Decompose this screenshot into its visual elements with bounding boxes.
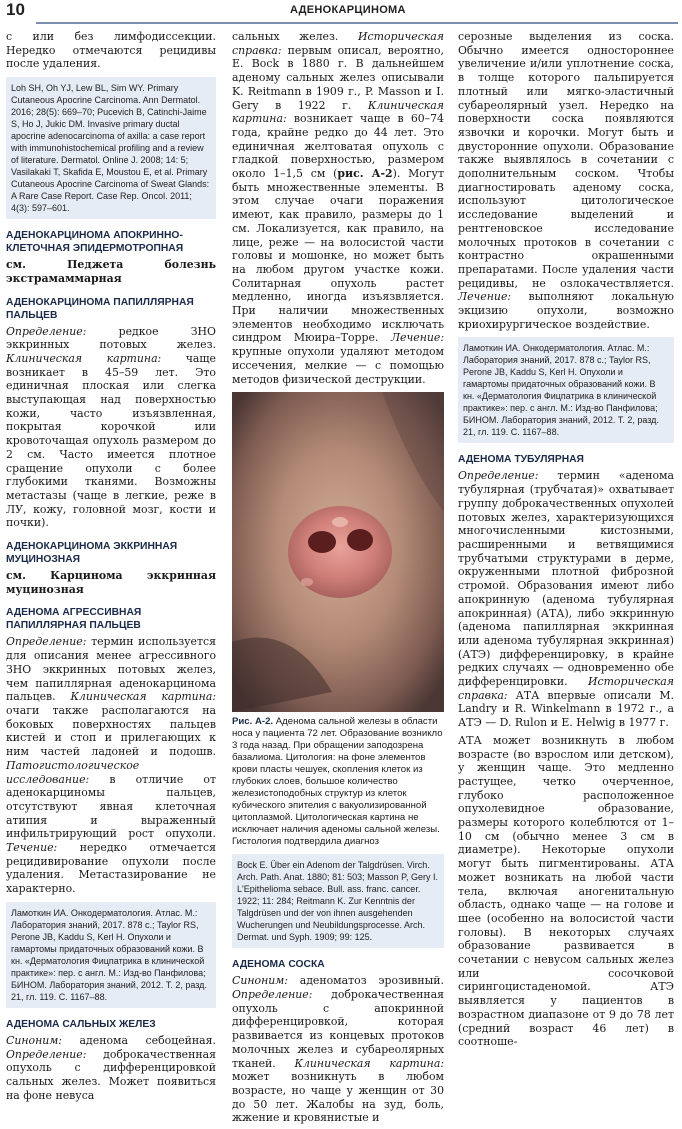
- text: в отличие от аденокарциномы пальцев, отсутствуют явная клеточная атипия и выраженный инфильтрирующий рост опухоли.: [6, 772, 216, 841]
- heading-sebaceous: АДЕНОМА САЛЬНЫХ ЖЕЛЕЗ: [6, 1018, 156, 1030]
- heading-papillary-fingers: АДЕНОКАРЦИНОМА ПАПИЛЛЯРНАЯ ПАЛЬЦЕВ: [6, 296, 194, 321]
- page-number: 10: [6, 0, 25, 19]
- intro-paragraph: с или без лимфодиссекции. Нередко отмечаются рецидивы после удаления.: [6, 30, 216, 71]
- text: сальных желез.: [232, 30, 339, 43]
- text: доброкачественная опухоль с дифференцировкой сальных желез. Может появиться на фоне невуса: [6, 1047, 216, 1102]
- sebaceous-continued: [232, 30, 444, 386]
- text: ). Могут быть множественные элементы. В этом случае очаги поражения имеют, как правило, размеры до 1 см. Локализуется, как правило, на лице, реже — на волосистой части головы и мошонке, но может быть на любом другом участке кожи. Солитарная опухоль растет медленно, иногда изъязвляется. При наличии множественных элементов необходимо исключать синдром Мюира–Торре.: [232, 167, 444, 345]
- label: Клиническая картина:: [232, 98, 445, 126]
- tubular-text: АТА может возникнуть в любом возрасте (во взрослом или детском), у женщин чаще. Это медленно растущее, четко очерченное, глубоко расположенное опухолевидное образование, размеры которого колеблются от 1–10 см (обычно менее 3 см в диаметре). Некоторые опухоли могут быть пигментированы. АТА может возникать на любой части тела, включая аногенитальную область, однако чаще — на голове и шее (особенно на волосистой части головы). В некоторых случаях образование развивается в сочетании с невусом сальных желез или сосочковой сирингоцистаденомой. АТЭ выявляется у пациентов в возрастном диапазоне от 9 до 78 лет (средний возраст 46 лет) в соотноше-: [458, 733, 674, 1049]
- text: очаги также располагаются на боковых поверхностях пальцев кистей и стоп и прилегающих к ним частей ладоней и подошв.: [6, 703, 216, 759]
- column-3: [458, 30, 674, 1053]
- sebaceous-text: [6, 1034, 216, 1103]
- heading-tubular: АДЕНОМА ТУБУЛЯРНАЯ: [458, 454, 584, 466]
- text: возникает чаще в 60–74 года, крайне редко до 44 лет. Это единичная желтоватая опухоль с гладкой поверхностью, размером около 1–1,5 см (: [232, 112, 444, 181]
- heading-nipple: АДЕНОМА СОСКА: [232, 959, 325, 971]
- label: Клиническая картина:: [294, 1056, 445, 1070]
- tubular-definition: [458, 469, 674, 729]
- label: Историческая справка:: [232, 30, 445, 57]
- heading-epidermotropic: АДЕНОКАРЦИНОМА АПОКРИННО-КЛЕТОЧНАЯ ЭПИДЕРМОТРОПНАЯ: [6, 230, 184, 255]
- reference-box-1: Loh SH, Oh YJ, Lew BL, Sim WY. Primary Cutaneous Apocrine Carcinoma. Ann Dermatol. 2016; 28(5): 669–70; Pucevich B, Catinchi-Jaime S, Ho J, Jukic DM. Invasive primary ductal apocrine adenocarcinoma of axilla: a case report with immunohistochemical profiling and a review of literature. Dermatol. Online J. 2008; 14: 5; Vasilakaki T, Skafida E, Moustou E, et al. Primary Cutaneous Apocrine Carcinoma of Sweat Glands: A Rare Case Report. Case Rep. Oncol. 2011; 4(3): 597–601.: [6, 77, 216, 219]
- text: термин «аденома тубулярная (трубчатая)» охватывает группу доброкачественных опухолей потовых желез, характеризующихся многочисленными кистозными, расширенными и ветвящимися трубчатыми структурами в дерме, окруженными плотной фиброзной стромой. Образования имеют либо апокринную (аденома тубулярная апокринная) (АТА), либо эккринную (аденома папиллярная эккринная или аденома тубулярная эккринная) (АТЭ) дифференцировку, в крайне редких случаях — одновременно обе дифференцировки.: [458, 469, 674, 689]
- column-2: [232, 30, 444, 1129]
- label: Синоним:: [232, 974, 288, 988]
- running-head: АДЕНОКАРЦИНОМА: [290, 4, 406, 16]
- nipple-text: [232, 974, 444, 1125]
- label: Определение:: [6, 324, 87, 338]
- label: Историческая справка:: [458, 675, 674, 702]
- label: Клиническая картина:: [6, 351, 162, 365]
- text: первым описал, вероятно, E. Bock в 1880 г. В дальнейшем аденому сальных желез описывали K. Reitmann в 1909 г., P. Masson и I. Gery в 1922 г.: [232, 43, 444, 112]
- heading-aggressive: АДЕНОМА АГРЕССИВНАЯ ПАПИЛЛЯРНАЯ ПАЛЬЦЕВ: [6, 607, 142, 632]
- label: Определение:: [6, 635, 87, 649]
- text: выполняют локальную экцизию опухоли, возможно криохирургическое воздействие.: [458, 290, 674, 331]
- text: аденома себоцейная.: [61, 1033, 216, 1047]
- text: крупные опухоли удаляют методом иссечения, мелкие — с помощью методов физической деструкции.: [232, 345, 444, 386]
- label: Определение:: [232, 987, 313, 1001]
- page-header: [0, 0, 682, 22]
- label: Течение:: [6, 841, 58, 855]
- text: доброкачественная опухоль с апокринной дифференцировкой, которая развивается из концевых протоков молочных желез и субареолярных тканей.: [232, 987, 444, 1070]
- text: чаще возникает в 45–59 лет. Это единичная плоская или слегка выступающая над поверхностью кожи, часто изъязвленная, покрытая корочкой или кровоточащая опухоль размером до 2 см. Часто имеется плотное сращение опухоли с более глубокими тканями. Возможны метастазы (чаще в легкие, реже в ЛУ, кожу, головной мозг, кости и почки).: [6, 351, 216, 530]
- text: редкое ЗНО эккринных потовых желез.: [6, 324, 216, 352]
- caption-text: Аденома сальной железы в области носа у пациента 72 лет. Образование возникло 3 года назад. При обращении заподозрена базалиома. Цитология: на фоне элементов крови пласты чешуек, скопления клеток из глубоких слоев, большое количество железистоподобных структур из клеток кубического эпителия с вакуолизированной цитоплазмой. Цитологическая картина не исключает наличия аденомы сальной железы. Гистология подтвердила диагноз: [232, 716, 443, 848]
- text: аденоматоз эрозивный.: [287, 974, 444, 988]
- reference-box-3: Bock E. Über ein Adenom der Talgdrüsen. Virch. Arch. Path. Anat. 1880; 81: 503; Masson P, Gery I. L'Epithelioma sebace. Bull. ass. franc. cancer. 1922; 11: 284; Reitmann K. Zur Kenntnis der Talgdrüsen und der von ihnen ausgehenden Wucherungen und Neubildungsprocesse. Arch. Dermat. und Syph. 1909; 99: 125.: [232, 854, 444, 948]
- column-1: [6, 30, 216, 1106]
- text: может возникнуть в любом возрасте, но чаще у женщин от 30 до 50 лет. Жалобы на зуд, боль, жжение и кровянистые и: [232, 1070, 444, 1125]
- label: Патогистологическое исследование:: [6, 758, 140, 786]
- figure-caption: [232, 716, 444, 848]
- figure-photo: [232, 392, 444, 712]
- label: Клиническая картина:: [70, 690, 217, 704]
- reference-box-4: Ламоткин ИА. Онкодерматология. Атлас. М.: Лаборатория знаний, 2017. 878 с.; Taylor RS, Perone JB, Kaddu S, Kerl H. Опухоли и гамартомы придаточных образований кожи. В кн. «Дерматология Фицпатрика в клинической практике»: пер. с англ. М.: Изд-во Панфилова; БИНОМ. Лаборатория знаний, 2012. Т. 2, разд. 21, гл. 119. С. 1167–88.: [458, 337, 674, 443]
- header-rule: [36, 22, 678, 24]
- text: АТА впервые описали M. Landry и R. Winkelmann в 1972 г., а АТЭ — D. Rulon и E. Helwig в 1977 г.: [458, 688, 674, 730]
- heading-eccrine-mucinous: АДЕНОКАРЦИНОМА ЭККРИННАЯ МУЦИНОЗНАЯ: [6, 541, 178, 566]
- nipple-continued: [458, 30, 674, 331]
- papillary-fingers-text: [6, 325, 216, 531]
- see-paget: см. Педжета болезнь экстрамаммарная: [6, 258, 216, 285]
- text: термин используется для описания менее агрессивного ЗНО эккринных потовых желез, чем папиллярная аденокарцинома пальцев.: [6, 635, 216, 704]
- nose-lesion-image: [232, 392, 444, 712]
- aggressive-text: [6, 635, 216, 895]
- label: Определение:: [6, 1047, 87, 1061]
- figure-reference[interactable]: рис. А-2: [337, 167, 393, 181]
- label: Синоним:: [6, 1033, 62, 1047]
- label: Лечение:: [458, 290, 512, 304]
- label: Определение:: [458, 469, 539, 483]
- reference-box-2: Ламоткин ИА. Онкодерматология. Атлас. М.: Лаборатория знаний, 2017. 878 с.; Taylor RS, Perone JB, Kaddu S, Kerl H. Опухоли и гамартомы придаточных образований кожи. В кн. «Дерматология Фицпатрика в клинической практике»: пер. с англ. М.: Изд-во Панфилова; БИНОМ. Лаборатория знаний, 2012. Т. 2, разд. 21, гл. 119. С. 1167–88.: [6, 902, 216, 1008]
- text: нередко отмечается рецидивирование опухоли после удаления. Метастазирование не характерно.: [6, 841, 216, 896]
- figure-label: Рис. А-2.: [232, 716, 274, 728]
- label: Лечение:: [390, 331, 444, 345]
- text: серозные выделения из соска. Обычно имеется одностороннее увеличение и/или уплотнение соска, в толще которого пальпируется плотный или мягко-эластичный субареолярный узел. Нередко на поверхности соска появляются язвочки и корочки. Могут быть и двусторонние опухоли. Образование также выявлялось в сочетании с дополнительным соском. Чтобы диагностировать аденому соска, используют цитологическое исследование выделений и рентгеновское исследование молочных протоков в сочетании с контрастно окрашенными препаратами. После удаления части рецидивы, не озлокачествляется.: [458, 30, 674, 290]
- see-mucinous: см. Карцинома эккринная муцинозная: [6, 569, 216, 596]
